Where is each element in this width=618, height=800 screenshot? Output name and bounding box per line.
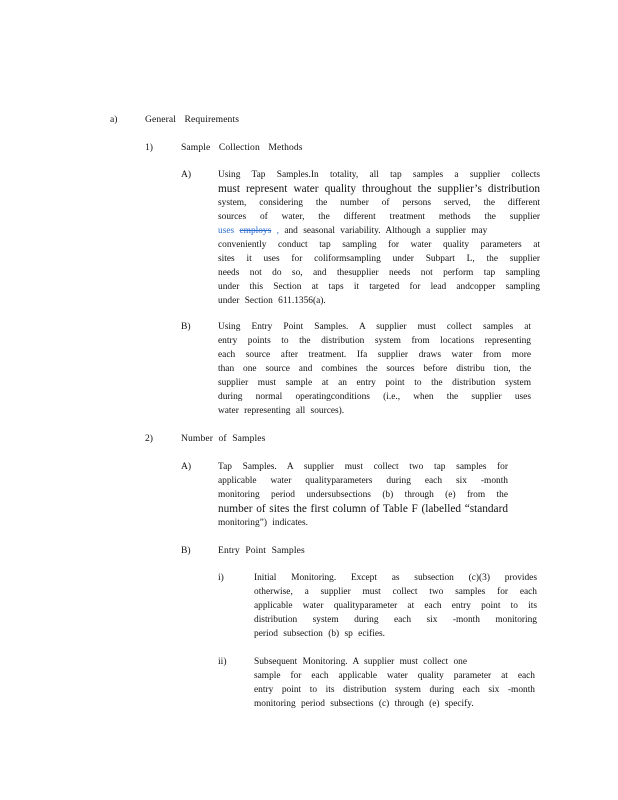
- item-2A-line-1: Tap Samples. A supplier must collect two tap samples for: [218, 462, 508, 472]
- item-2Bii-line-2: sample for each applicable water quality parameter at each: [254, 671, 535, 681]
- deleted-text: employs: [239, 226, 272, 236]
- item-1B-line-2: entry points to the distribution system from locations representing: [218, 336, 531, 346]
- item-1A-paragraph: [218, 168, 540, 308]
- inserted-punct: ,: [271, 226, 279, 236]
- item-1A-line-7: sites it uses for coliformsampling under Subpart L, the supplier: [218, 254, 540, 264]
- item-1A-line-4: sources of water, the different treatment methods the supplier: [218, 212, 540, 222]
- item-1B-line-5: supplier must sample at an entry point to the distribution system: [218, 378, 531, 388]
- item-2Bii-paragraph: [254, 655, 535, 711]
- item-2-marker: 2): [145, 433, 153, 444]
- item-2A-line-3: monitoring period undersubsections (b) through (e) from the: [218, 490, 508, 500]
- item-2Bi-marker: i): [218, 572, 224, 583]
- item-2Bi-line-4: distribution system during each six -month monitoring: [254, 615, 537, 625]
- item-1B-line-4: than one source and combines the sources before distribu tion, the: [218, 364, 531, 374]
- item-2B-title: Entry Point Samples: [218, 545, 305, 556]
- item-2Bii-line-1: Subsequent Monitoring. A supplier must collect one: [254, 657, 468, 667]
- item-2A-line-4: number of sites the first column of Table F (labelled “standard: [218, 503, 508, 515]
- item-2Bi-line-2: otherwise, a supplier must collect two samples for each: [254, 587, 537, 597]
- section-a-marker: a): [110, 114, 118, 125]
- item-2Bi-line-3: applicable water qualityparameter at each entry point to its: [254, 601, 537, 611]
- item-1A-line-5: [218, 224, 540, 238]
- item-2Bi-line-5: period subsection (b) sp ecifies.: [254, 629, 385, 639]
- item-2B-marker: B): [181, 545, 191, 556]
- item-1A-line-9: under this Section at taps it targeted for lead andcopper sampling: [218, 282, 540, 292]
- item-2Bii-line-4: monitoring period subsections (c) through (e) specify.: [254, 699, 474, 709]
- inserted-text: uses: [218, 226, 235, 236]
- item-2Bi-paragraph: [254, 571, 537, 641]
- item-1B-paragraph: [218, 320, 531, 418]
- item-1A-marker: A): [181, 169, 192, 180]
- item-2-title: Number of Samples: [181, 433, 266, 444]
- item-1-marker: 1): [145, 142, 153, 153]
- item-1-title: Sample Collection Methods: [181, 142, 303, 153]
- item-1B-marker: B): [181, 321, 191, 332]
- item-2Bi-line-1: Initial Monitoring. Except as subsection (c)(3) provides: [254, 573, 537, 583]
- item-2A-line-2: applicable water qualityparameters during each six -month: [218, 476, 508, 486]
- item-2Bii-line-3: entry point to its distribution system during each six -month: [254, 685, 535, 695]
- item-1B-line-1: Using Entry Point Samples. A supplier must collect samples at: [218, 322, 531, 332]
- item-1B-line-3: each source after treatment. Ifa supplier draws water from more: [218, 350, 531, 360]
- item-1A-line-6: conveniently conduct tap sampling for water quality parameters at: [218, 240, 540, 250]
- item-1A-line-5-rest: and seasonal variability. Although a supplier may: [284, 226, 488, 236]
- item-2Bii-marker: ii): [218, 656, 227, 667]
- item-1A-line-10: under Section 611.1356(a).: [218, 296, 326, 306]
- item-1A-line-8: needs not do so, and thesupplier needs not perform tap sampling: [218, 268, 540, 278]
- item-1B-line-6: during normal operatingconditions (i.e., when the supplier uses: [218, 392, 531, 402]
- item-2A-line-5: monitoring”) indicates.: [218, 518, 308, 528]
- item-1A-line-3: system, considering the number of persons served, the different: [218, 198, 540, 208]
- item-1A-line-2: must represent water quality throughout the supplier’s distribution: [218, 183, 540, 195]
- item-1B-line-7: water representing all sources).: [218, 406, 345, 416]
- item-2A-marker: A): [181, 461, 192, 472]
- item-2A-paragraph: [218, 460, 508, 530]
- section-a-title: General Requirements: [145, 114, 240, 125]
- item-1A-line-1: Using Tap Samples.In totality, all tap samples a supplier collects: [218, 170, 540, 180]
